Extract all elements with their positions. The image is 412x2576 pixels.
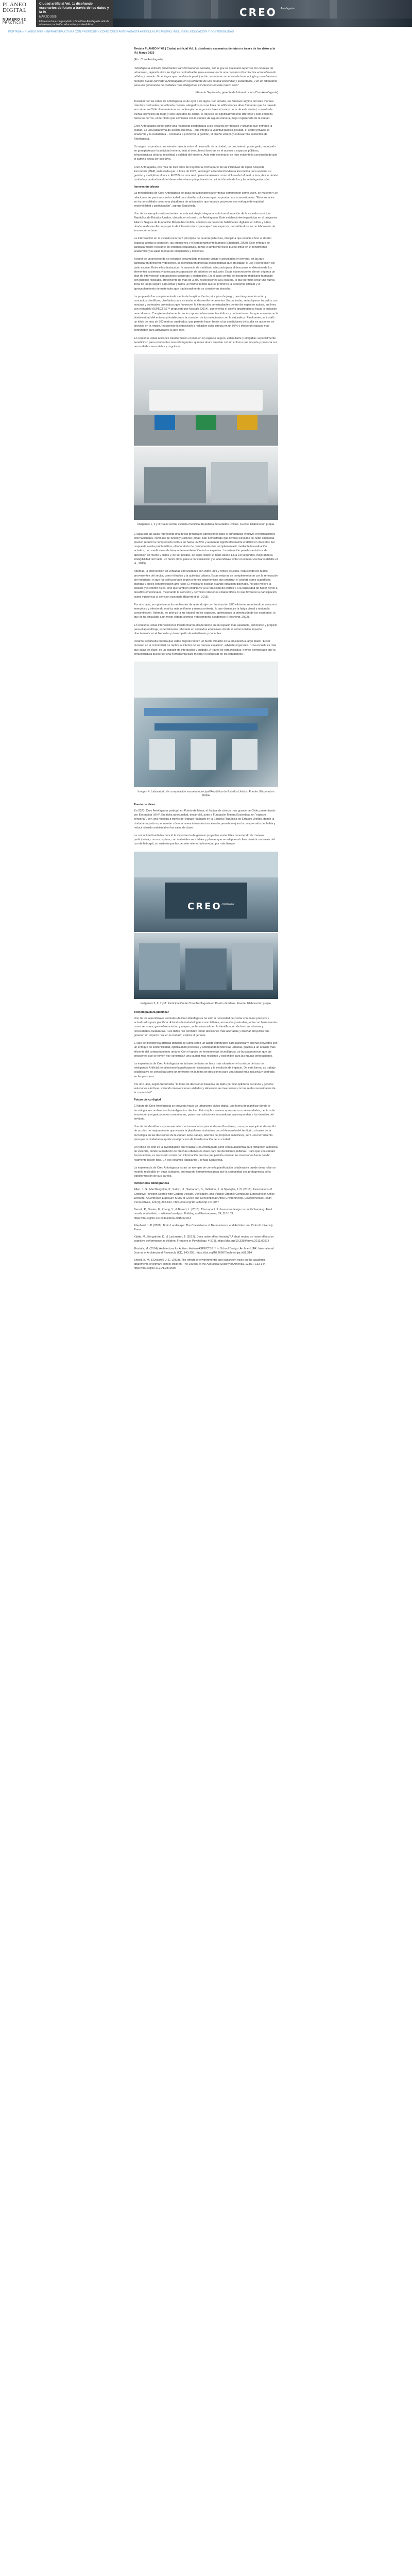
paragraph: A partir de un proceso de co-creación desarrollado mediante visitas y actividades en terreno, en las que participaron directivos y docentes, se identificaron diversas problemáticas que afectaban el uso y percepción del patio escolar. Entre ellas destacaban la ausencia de mobiliario adecuado para el descanso, el deterioro de los elementos existentes y la escasa incorporación de criterios de inclusión. Estas observaciones dieron origen a un plan de intervención con acciones concretas y sostenibles. En el patio central se incorporó mobiliario fabricado con plástico reciclado, proveniente de más de 3.300 recolecciones a la escuela, lo que permitió crear una nueva zona de juego seguro para niñas y niños, al mismo tiempo que se promovía la economía circular y el aprovechamiento de materiales que tradicionalmente se consideran desecho.: [134, 258, 275, 291]
breadcrumb-home[interactable]: PORTADA: [8, 30, 22, 33]
paragraph: Creo Antofagasta surge como una respuesta colaborativa a los desafíos territoriales y urbanos que enfrenta la ciudad. Es una plataforma de acción colectiva – que integra la voluntad pública-privada, el sector privado, la academia y la ciudadanía – orientada a promover la gestión, el diseño urbano y el desarrollo sostenible de Antofagasta.: [134, 125, 272, 141]
banner-text: [36, 0, 113, 27]
paragraph: La experiencia de Creo Antofagasta es así un ejemplo de cómo la planificación colaborativa puede desarrollar un modelo replicable en otras ciudades, entregando herramientas para que la comunidad sea protagonista de la transformación de sus barrios.: [134, 1166, 276, 1178]
paragraph: Ricardo Sepúlveda precisa que estas mejoras tienen un fuerte impacto en la educación a largo plazo: “El ser humano en la comunidad, se replica al interior de los nuevos espacios”, advierte el gerente. “Una escuela es más que salas de clase; es un espacio de interacción y cuidado. A través de esta iniciativa, hemos demostrado que la infraestructura puede ser una herramienta para mejorar el bienestar de los estudiantes”.: [134, 640, 277, 656]
references-heading: Referencias bibliográficas: [134, 1182, 169, 1185]
paragraph: Uno de los aprendizajes centrales de Creo Antofagasta ha sido la necesidad de contar con datos precisos y actualizados para planificar. A través de metodologías como talleres, encuestas y estudios, junto con herramientas como sensores, georreferenciación y mapeo, se ha avanzado en la identificación de brechas urbanas y necesidades ciudadanas. “Los datos nos permiten tomar decisiones más acertadas y diseñar proyectos que generen un impacto real en la ciudad”, explica el gerente.: [134, 1017, 278, 1037]
paragraph: En conjunto, estas acciones transformaron el patio en un espacio seguro, estimulante y amigable: especialmente beneficioso para estudiantes neurodivergentes, quienes ahora cuentan con un entorno que respeta y potencia sus necesidades sensoriales y cognitivas.: [134, 336, 278, 348]
paragraph: La experiencia de Creo Antofagasta en la base de datos se hace más robusta en el contexto del uso de Inteligencia Artificial, fortaleciendo la participación ciudadana y la medición de impacto. De esta forma, su trabajo colaborativo se consolida como un referente en la toma de decisiones para una ciudad más inclusiva y centrada en las personas.: [134, 1062, 276, 1078]
paragraph: El aula con las aulas representa una de las principales alteraciones para el aprendizaje efectivo. Investigaciones internacionales, como las de Shield y Dockrell (2008), han demostrado que niveles elevados de ruido ambiental pueden reducir la comprensión lectora en hasta un 20% y aumentar significativamente el déficit en docentes. En respuesta a esta problemática, el laboratorio de componentes fue complementado mediante la evaluación acústica, con mediciones de tiempo de reverberación en los espacios. La instalación paneles acústicos de absorción en muros y cielos y, de ser posible, se logró reducir el ruido desde 1,5 a 0,8 segundos, mejorando la inteligibilidad del habla, un factor clave para la concentración y el aprendizaje evitar el estresor escolares (Klatte et al., 2013).: [134, 532, 278, 566]
figure-school-patio: [134, 354, 278, 527]
creo-logo-sub: Antofagasta: [221, 902, 234, 905]
issue-date: MARZO 2025: [39, 15, 57, 19]
paragraph: Un reflejo de esto es la investigación que realiza Creo Antofagasta junto con la academia para fortalecer la política de vivienda, donde la medición de brechas urbanas es clave para las decisiones públicas. “Para que una ciudad funcione bien, es necesario contar con información precisa que permita orientar las inversiones hacia donde realmente hacen falta. En eso estamos trabajando”, señala Sepúlveda.: [134, 1145, 278, 1162]
planeo-brand[interactable]: [0, 0, 36, 27]
creo-logo: CREO: [187, 901, 222, 912]
patio-photo-top: [134, 354, 278, 446]
planeo-logo: PLANEO DIGITAL: [3, 2, 27, 13]
puerto-de-ideas-photo-bottom: [134, 933, 278, 999]
reference-item[interactable]: Barrett, P., Davies, F., Zhang, Y., & Barrett, L. (2015). The impact of classroom design on pupils’ learning: Final results of a holistic, multi-level analysis. Building and Environment, 89, 118-133. https://doi.org/10.1016/j.buildenv.2015.02.013: [134, 1208, 272, 1220]
quote-credit: (Ricardo Sepúlveda, gerente de Infraestructura Creo Antofagasta): [195, 91, 278, 95]
figure-caption: Imágenes 1, 2 y 3: Patio central escuela municipal República de Estados Unidos. Fuente: Elaboración propia.: [137, 523, 275, 527]
paragraph: La comunidad también conoció la importancia de generar proyectos sostenibles conociendo de manera participativa, como sus pisos, con materiales reciclables y plantas que se adaptan al clima desértico a través del uso de hidrogel, un sustrato que les permite retener la humedad por más tiempo.: [134, 834, 275, 846]
reference-item[interactable]: Allen, J. G., MacNaughton, P., Satish, U., Santanam, S., Vallarino, J., & Spengler, J. D. (2016). Associations of Cognitive Function Scores with Carbon Dioxide, Ventilation, and Volatile Organic Compound Exposures in Office Workers: A Controlled Exposure Study of Green and Conventional Office Environments. Environmental Health Perspectives, 124(6), 805-812. https://doi.org/10.1289/ehp.1510037: [134, 1188, 275, 1204]
issue-title: Ciudad artificial Vol. 1: diseñando escenarios de futuro a través de los datos y la IA: [39, 2, 109, 14]
paragraph: Por otro lado, se optimizaron los ambientes de aprendizaje con iluminación LED eficiente, reduciendo el consumo energético y ofreciendo una luz más uniforme y menos molesta, lo que disminuye la fatiga visual y mejora la concentración. Además, se priorizó la luz natural en los espacios, optimizando la orientación de los escritorios, lo que se ha vinculado a un mejor estado anímico y desempeño académico (Heschong, 2002).: [134, 603, 277, 619]
paragraph: Transitar por las calles de Antofagasta es de ayer a de lagos. Por un lado, los famosos skyline del área morena mientras contrastan por el borde costero, alargados por una línea de edificaciones altas formadas que ha pasado encontrar en Chile. Pero mientras se contempla de largo esta tarea el centro norte de esta ciudad, con más de treinta kilómetros de largo y solo unos dos de ancho, el trayecto se significativamente diferente y sólo empieza hacia los cerros, en territorio que comienza con la ciudad, de alguna manera, mejor organizada de la ciudad.: [134, 100, 277, 120]
paragraph: Creo Antofagasta, con más de diez años de trayectoria, forma parte de las iniciativas de Open Social de Escondida | BHP, instaurada que, a fines de 2023, se integró a Fundación Minera Escondida para acelerar su gestión y multiplicar alcance. El 2024 se concretó operacionalmente como el Área de Infraestructura, desde donde continúa y profundizando el desarrollo urbano y impulsando la calidad de vida de los y las antofagastinos/as.: [134, 165, 278, 182]
reference-item: Eberhard, J. P. (2009). Brain Landscape: The Coexistence of Neuroscience and Architecture. Oxford University Press.: [134, 1224, 273, 1231]
paragraph: Uno de los ejemplos más recientes de esta estrategia integrada es la transformación de la escuela municipal República de Estados Unidos, ubicada en el centro de Antofagasta. Este establecimiento participa en el programa Alianza Segura de Fundación Minera Escondida, con foco en potenciar habilidades digitales en niños y niñas, donde se desarrolló un proyecto de infraestructura que mejoró sus espacios, convirtiéndose en un laboratorio de innovación urbana.: [134, 212, 277, 233]
breadcrumb-current: INFRAESTRUCTURA CON PROPÓSITO: CÓMO CREO ANTOFAGASTA ARTICULA URBANISMO, INCLUSIÓN, EDUCACIÓN Y SOSTENIBILIDAD: [46, 30, 234, 33]
figure-computer-lab: [134, 662, 278, 798]
issue-section: PRÁCTICAS: [3, 22, 24, 25]
issue-banner[interactable]: [0, 0, 412, 27]
article-body: [134, 34, 278, 1271]
paragraph: La metodología de Creo Antofagasta se basa en la inteligencia territorial: comprender cómo viven, se mueven y se relacionan las personas en la ciudad para diseñar soluciones que respondan a sus necesidades. “Esta iniciativa se ha consolidado como una plataforma de articulación que impulsa proyectos con enfoque de equidad, sostenibilidad y participación”, agrega Sepúlveda.: [134, 192, 278, 208]
paragraph: Por otro lado, según Sepúlveda: “la toma de decisiones basadas en datos permite optimizar recursos y generar soluciones efectivas, evitando intervenciones aisladas y alineando las inversiones con las reales necesidades de la comunidad”.: [134, 1082, 276, 1095]
figure-caption: Imagen 4: Laboratorio de computación escuela municipal República de Estados Unidos. Fuente: Elaboración propia.: [138, 790, 274, 798]
reference-item[interactable]: Shield, B. M. & Dockrell, J. E. (2008). The effects of environmental and classroom noise on the academic attainments of primary school children. The Journal of the Acoustical Society of America, 123(1), 133-144. https://doi.org/10.1121/1.2812596: [134, 1259, 267, 1270]
computer-lab-photo: [134, 662, 278, 787]
paragraph: Además, la intervención en ventanas con unidades con vidrio ultra y reflejo acústico, reduciendo los ruidos provenientes del sector, como el tráfico y la actividad urbana. Estas mejoras se complementaron con la renovación del mobiliario, el que fue seleccionado según criterios ergonómicos que priorizan el confort, como superficies blandas y pieles con protección anti ruido. El mobiliario escolar, cuando está bien diseñado, no sólo mejora la postura y el confort físico, sino que también contribuye a la reducción del estrés y a la capacidad de hacer frente a desafíos emocionales, mejorando la atención y permiten relaciones colaborativas, lo que favorece la participación activa y potencia la atención sostenida (Barrett et al., 2015).: [134, 570, 278, 599]
banner-photo: [113, 0, 412, 27]
patio-photo-bottom: [134, 447, 278, 520]
references: [134, 1182, 278, 1270]
paragraph: El uso de inteligencia artificial también se suma como un aliado estratégico para planificar y diseñar proyectos con un enfoque de sostenibilidad, optimizando procesos y anticipando tendencias urbanas, gracias a un análisis más eficiente del comportamiento urbano. Con el apoyo de herramientas tecnológicas, se busca promover que las decisiones que se tomen hoy construyan una ciudad más resiliente y sostenible para las futuras generaciones.: [134, 1042, 278, 1058]
reference-item[interactable]: Mostafa, M. (2014). Architecture for Autism: Autism ASPECTSS™ in School Design. Archnet-IJAR: International Journal of Architectural Research, 8(1), 143-158. https://doi.org/10.26687/archnet-ijar.v8i1.314: [134, 1247, 274, 1255]
breadcrumb: [0, 27, 412, 34]
breadcrumb-issue[interactable]: PLANEO Nº62: [24, 30, 43, 33]
breadcrumb-separator: »: [44, 30, 46, 33]
article-byline: [Por: Creo Antofagasta]: [134, 58, 164, 61]
reference-item[interactable]: Klatte, M., Bergström, K., & Lachmann, T. (2013). Does noise affect learning? A short review on noise effects on cognitive performance in children. Frontiers in Psychology, 4(578). https://doi.org/10.3389/fpsyg.2013.00578: [134, 1235, 274, 1243]
paragraph: La intervención en la escuela incorporó principios de neuroarquitectura, disciplina que estudia cómo el diseño espacial afecta la cognición, las emociones y el comportamiento humano (Eberhard, 2009). Este enfoque se particularmente relevante en entornos educativos, donde el ambiente físico puede influir en el rendimiento académico y la salud mental de estudiantes y docentes.: [134, 237, 271, 253]
creo-logo-sub: Antofagasta: [281, 7, 295, 10]
section-heading: Tecnología para planificar: [134, 1011, 169, 1014]
paragraph: El futuro de Creo Antofagasta se proyecta hacia un urbanismo cívico digital, una forma de planificar donde la tecnología se combina con la inteligencia colectiva. Esto implica nuevas apuestas con universidades, centros de innovación y organizaciones comunitarias, para crear soluciones innovadoras que respondan a los desafíos del territorio.: [134, 1105, 275, 1121]
article-title: Revista PLANEO Nº 62 | Ciudad artificial Vol. 1: diseñando escenarios de futuro a través de los datos y la IA | Marzo 2025: [134, 47, 275, 55]
creo-logo: CREO: [239, 6, 277, 19]
paragraph: La propuesta fue complementada mediante la aplicación de principios de juego, que integran educación y conceptos científicos, diseñados para estimular el desarrollo neuromotor. En particular, se incluyeron trazados con texturas y contrastes cromáticos que favorecen la interacción de estudiantes dentro del espectro autista, en línea con el modelo ASPECTSS™ propuesto por Mostafa (2014), que orienta el diseño arquitectónico hacia la inclusión neurodiversa. Complementariamente, se incorporaron herramientas lúdicas y un huerto escolar que aumentaron la biodiversidad del entorno y fortalecieron la conexión de los estudiantes con la naturaleza. Finalmente, se instaló un toldo de más de 300 metros cuadrados, que permite hacer frente a las condiciones del sudor en acciones en ejercicio en la región, reduciendo la exposición a radiación solar directa en un 95% y ofrece un espacio más confortable para actividades al aire libre.: [134, 295, 278, 332]
paragraph: En conjunto, estas intervenciones transformaron el laboratorio en un espacio más saludable, armonioso y propicio para el aprendizaje, especialmente relevante en contextos educativos donde el entorno físico impacta directamente en el bienestar y desempeño de estudiantes y docentes.: [134, 623, 277, 635]
article-subtitle: Infraestructura con propósito: cómo Creo Antofagasta articula urbanismo, inclusión, educación y sostenibilidad: [39, 20, 110, 26]
section-heading: Puerto de Ideas: [134, 803, 155, 806]
paragraph: Su origen responde a una mirada basada sobre el desarrollo de la ciudad, un crecimiento postergado, impulsado en gran parte por la actividad minera, dejó al descubierto brechas en el acceso a espacios públicos, infraestructura urbana, movilidad y calidad del entorno. Ante este escenario, se hizo evidente la conclusión de que el camino debía ser colectivo.: [134, 145, 278, 161]
puerto-de-ideas-photo-top: [134, 852, 278, 932]
figure-caption: Imágenes 5, 6, 7 y 8: Participación de Creo Antofagasta en Puerto de Ideas. Fuente: Elaboración propia.: [140, 1002, 272, 1005]
breadcrumb-separator: »: [22, 30, 25, 33]
pull-quote: “Antofagasta enfrenta importantes transformaciones sociales, por lo que es necesario repensar los modelos de urbanismo, dejando atrás las lógicas centralizadas para avanzar hacia una construcción colectiva entre el mundo público y privado. Un enfoque que combina la participación ciudadana con el uso de la tecnología y un urbanismo humano puede convertir a Antofagasta en un referente de una ciudad sostenible y sustentable, y en un laboratorio para una generación de ciudades más inteligentes e inclusivas en este nuevo ciclo”: [134, 67, 278, 87]
paragraph: Una de las desafíos es promover alianzas innovadoras para el desarrollo urbano, como por ejemplo el desarrollo de un plan de mejoramiento que vincula la plataforma ciudadana con el desarrollo del territorio, a través de la tecnología en las decisiones de la ciudad. Este trabajo, además de proponer soluciones, será una herramienta para que la ciudadanía aporte en el proceso de transformación de su ciudad.: [134, 1125, 276, 1141]
issue-number: NÚMERO 62: [3, 18, 26, 22]
figure-puerto-de-ideas: [134, 852, 278, 1006]
section-heading: Futuro cívico digital: [134, 1098, 161, 1102]
section-heading: Innovación urbana: [134, 185, 159, 189]
paragraph: En 2023, Creo Antofagasta participó en Puerto de Ideas, el festival de ciencia más grande de Chile, presentando por Escondida | BHP. En dicha oportunidad, desarrolló, junto a Fundación Minera Escondida, un “espacio sensorial”, con una muestra a través del trabajo realizado en la Escuela República de Estados Unidos, donde la ciudadanía pudo experimentar cómo la nueva infraestructura escolar permite mejorar la comprensión del habla y reducir el ruido ambiental en las salas de clase.: [134, 809, 276, 829]
